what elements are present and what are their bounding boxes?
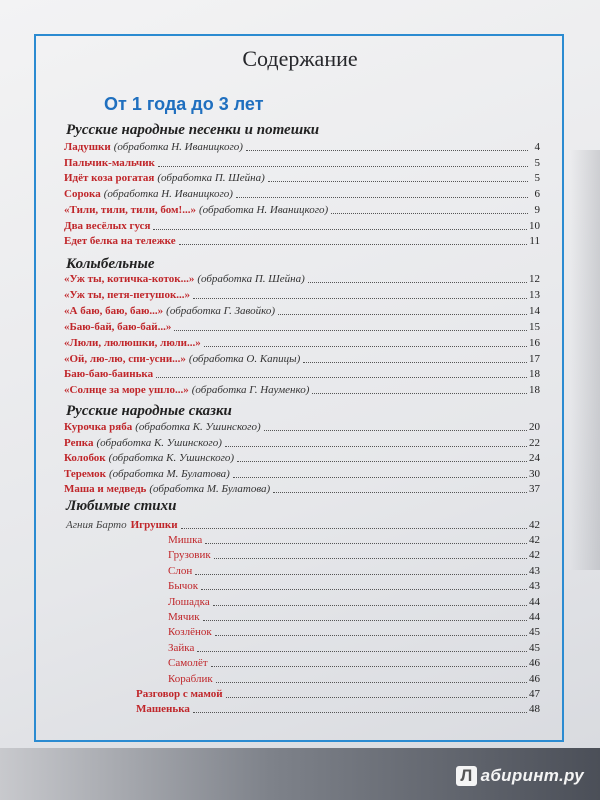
entry-page-number: 42 <box>529 534 540 546</box>
entry-title: Кораблик <box>168 672 213 685</box>
entry-page-number: 46 <box>529 657 540 670</box>
entry-title: Слон <box>168 564 193 577</box>
dot-leader <box>193 298 527 299</box>
dot-leader <box>174 330 527 331</box>
page-title: Содержание <box>242 46 358 71</box>
toc-entry[interactable] <box>168 580 540 593</box>
entry-note: (обработка М. Булатова) <box>149 483 271 496</box>
entry-title: «А баю, баю, баю...» <box>64 304 164 317</box>
entry-title: Едет белка на тележке <box>64 235 176 248</box>
entry-page-number: 45 <box>529 626 540 639</box>
entry-note: (обработка П. Шейна) <box>197 273 305 285</box>
toc-entry[interactable] <box>64 235 540 248</box>
dot-leader <box>158 166 528 167</box>
entry-title: Ладушки <box>64 141 111 153</box>
toc-entry[interactable] <box>168 611 540 624</box>
entry-page-number: 16 <box>529 336 540 349</box>
watermark <box>456 766 584 786</box>
entry-title: Колобок <box>64 452 106 465</box>
toc-entry[interactable] <box>168 565 540 578</box>
dot-leader <box>203 620 527 621</box>
entry-page-number: 18 <box>529 368 540 381</box>
dot-leader <box>179 244 528 245</box>
entry-page-number: 46 <box>529 672 540 685</box>
dot-leader <box>181 528 527 529</box>
toc-entry[interactable] <box>64 437 540 450</box>
dot-leader <box>264 430 527 431</box>
toc-entry[interactable] <box>64 483 540 496</box>
entry-note: (обработка М. Булатова) <box>109 467 230 480</box>
entry-title: «Люли, люлюшки, люли...» <box>64 336 201 349</box>
toc-entry[interactable] <box>64 141 540 154</box>
entry-title: Курочка ряба <box>64 421 133 433</box>
dot-leader <box>214 558 527 559</box>
toc-entry[interactable] <box>64 172 540 185</box>
section-heading: Русские народные сказки <box>66 403 232 419</box>
toc-entry[interactable] <box>168 626 540 639</box>
dot-leader <box>236 197 528 198</box>
dot-leader <box>312 393 527 394</box>
entry-title: Теремок <box>64 467 106 480</box>
dot-leader <box>213 605 527 606</box>
entry-page-number: 17 <box>529 352 540 365</box>
entry-title: «Тили, тили, тили, бом!...» <box>64 203 196 216</box>
entry-note: (обработка К. Ушинского) <box>135 421 261 433</box>
entry-page-number: 47 <box>529 688 540 700</box>
toc-entry[interactable] <box>64 337 540 350</box>
entry-page-number: 11 <box>529 235 540 248</box>
entry-page-number: 4 <box>534 141 540 153</box>
entry-title: Разговор с мамой <box>136 688 223 700</box>
entry-author: Агния Барто <box>66 519 127 531</box>
entry-note: (обработка Н. Иваницкого) <box>113 141 243 153</box>
dot-leader <box>201 589 527 590</box>
toc-entry[interactable] <box>64 289 540 302</box>
dot-leader <box>303 362 527 363</box>
entry-title: Машенька <box>136 703 190 716</box>
age-section-title: От 1 года до 3 лет <box>104 94 264 114</box>
entry-title: Мишка <box>168 534 203 546</box>
toc-entry[interactable] <box>64 157 540 170</box>
entry-page-number: 12 <box>529 273 540 285</box>
watermark-text: абиринт.ру <box>480 766 584 785</box>
toc-entry[interactable] <box>64 468 540 481</box>
dot-leader <box>237 461 527 462</box>
dot-leader <box>153 229 527 230</box>
toc-entry[interactable] <box>66 519 540 532</box>
toc-entry[interactable] <box>168 596 540 609</box>
entry-page-number: 15 <box>529 320 540 333</box>
dot-leader <box>204 346 527 347</box>
entry-title: Лошадка <box>168 595 210 608</box>
entry-page-number: 43 <box>529 580 540 593</box>
entry-page-number: 18 <box>529 384 540 397</box>
toc-entry[interactable] <box>64 452 540 465</box>
entry-title: «Уж ты, петя-петушок...» <box>64 288 191 301</box>
toc-entry[interactable] <box>168 642 540 655</box>
toc-entry[interactable] <box>64 220 540 233</box>
entry-title: Грузовик <box>168 549 211 562</box>
entry-page-number: 44 <box>529 595 540 608</box>
dot-leader <box>216 682 527 683</box>
toc-entry[interactable] <box>64 188 540 201</box>
entry-title: «Уж ты, котичка-коток...» <box>64 273 195 285</box>
entry-title: Самолёт <box>168 657 208 670</box>
entry-page-number: 13 <box>529 288 540 301</box>
dot-leader <box>197 651 527 652</box>
toc-entry[interactable] <box>64 273 540 286</box>
entry-note: (обработка К. Ушинского) <box>96 436 222 449</box>
entry-title: «Ой, лю-лю, спи-усни...» <box>64 352 186 365</box>
watermark-logo: Л <box>456 766 476 786</box>
toc-entry[interactable] <box>168 673 540 686</box>
section-heading: Любимые стихи <box>66 498 177 514</box>
entry-note: (обработка Н. Иваницкого) <box>103 188 233 201</box>
entry-page-number: 24 <box>529 452 540 465</box>
dot-leader <box>331 213 528 214</box>
dot-leader <box>308 282 527 283</box>
entry-title: Маша и медведь <box>64 483 147 496</box>
toc-entry[interactable] <box>64 305 540 318</box>
entry-title: «Баю-бай, баю-бай...» <box>64 320 172 333</box>
toc-entry[interactable] <box>168 534 540 547</box>
dot-leader <box>156 377 527 378</box>
entry-page-number: 37 <box>529 483 540 496</box>
toc-entry[interactable] <box>168 657 540 670</box>
entry-title: Козлёнок <box>168 626 212 639</box>
entry-title: Зайка <box>168 641 195 654</box>
toc-entry[interactable] <box>136 688 540 701</box>
entry-page-number: 9 <box>534 203 540 216</box>
dot-leader <box>246 150 528 151</box>
entry-page-number: 6 <box>534 188 540 201</box>
section-heading: Русские народные песенки и потешки <box>66 122 320 138</box>
entry-page-number: 22 <box>529 436 540 449</box>
toc-entry[interactable] <box>64 368 540 381</box>
entry-page-number: 10 <box>529 219 540 232</box>
dot-leader <box>273 492 527 493</box>
toc-entry[interactable] <box>136 703 540 716</box>
entry-note: (обработка Г. Науменко) <box>191 384 310 397</box>
dot-leader <box>205 543 527 544</box>
section-heading: Колыбельные <box>66 256 155 272</box>
entry-title: Сорока <box>64 188 101 201</box>
toc-entry[interactable] <box>64 384 540 397</box>
dot-leader <box>225 446 527 447</box>
dot-leader <box>195 574 527 575</box>
entry-page-number: 20 <box>529 421 540 433</box>
toc-entry[interactable] <box>64 321 540 334</box>
entry-title: Идёт коза рогатая <box>64 172 155 185</box>
toc-entry[interactable] <box>64 204 540 217</box>
entry-page-number: 42 <box>529 549 540 562</box>
toc-entry[interactable] <box>64 353 540 366</box>
dot-leader <box>233 477 527 478</box>
entry-page-number: 5 <box>534 172 540 185</box>
entry-page-number: 43 <box>529 564 540 577</box>
dot-leader <box>226 697 527 698</box>
entry-note: (обработка Н. Иваницкого) <box>198 203 329 216</box>
entry-page-number: 44 <box>529 611 540 623</box>
entry-page-number: 45 <box>529 641 540 654</box>
dot-leader <box>211 666 527 667</box>
toc-entry[interactable] <box>168 549 540 562</box>
entry-page-number: 14 <box>529 304 540 317</box>
toc-entry[interactable] <box>64 421 540 434</box>
entry-page-number: 30 <box>529 467 540 480</box>
page-shadow <box>570 150 600 570</box>
dot-leader <box>193 712 527 713</box>
dot-leader <box>268 181 528 182</box>
entry-note: (обработка О. Капицы) <box>188 352 301 365</box>
entry-title: Два весёлых гуся <box>64 219 151 232</box>
entry-page-number: 42 <box>529 519 540 531</box>
entry-title: Пальчик-мальчик <box>64 156 155 169</box>
entry-page-number: 5 <box>534 156 540 169</box>
dot-leader <box>215 635 527 636</box>
entry-title: Репка <box>64 436 94 449</box>
entry-title: Мячик <box>168 611 200 623</box>
entry-title: Игрушки <box>130 519 178 531</box>
entry-page-number: 48 <box>529 703 540 716</box>
entry-note: (обработка П. Шейна) <box>157 172 265 185</box>
entry-note: (обработка К. Ушинского) <box>108 452 235 465</box>
entry-note: (обработка Г. Завойко) <box>166 304 276 317</box>
entry-title: Бычок <box>168 580 199 593</box>
entry-title: «Солнце за море ушло...» <box>64 384 189 397</box>
dot-leader <box>278 314 527 315</box>
entry-title: Баю-баю-баинька <box>64 368 154 381</box>
